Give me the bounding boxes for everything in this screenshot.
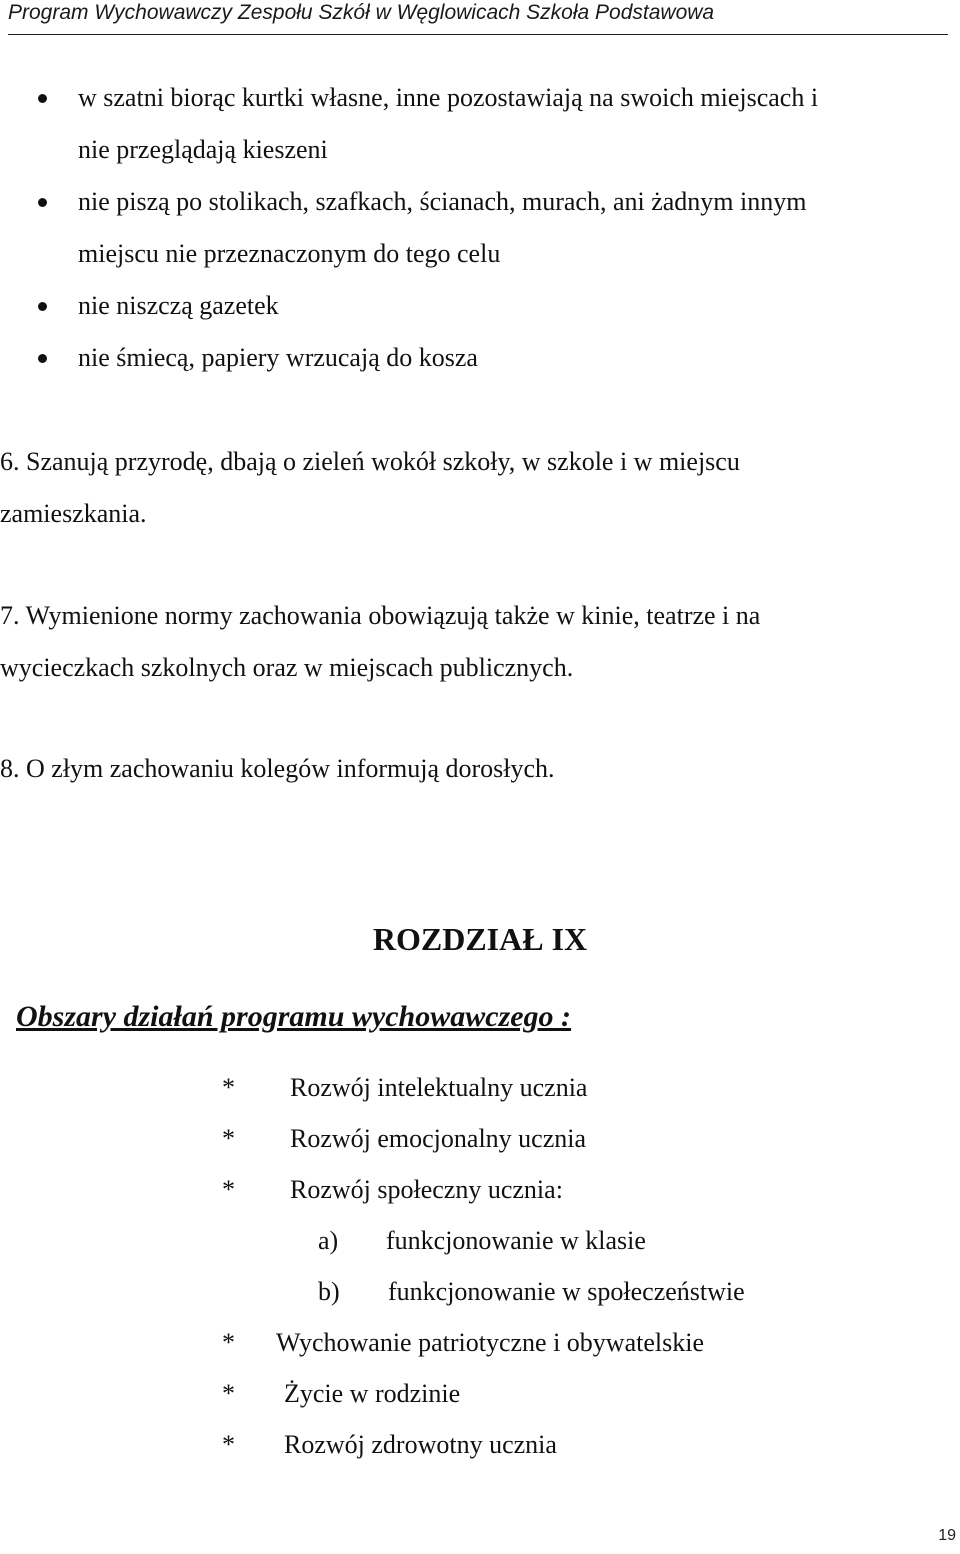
list-item — [0, 1062, 960, 1113]
header-title: Program Wychowawczy Zespołu Szkół w Węglowicach Szkoła Podstawowa — [8, 1, 715, 24]
page-number: 19 — [938, 1527, 956, 1544]
sub-item-letter: a) — [318, 1226, 339, 1255]
sub-item-label: funkcjonowanie w społeczeństwie — [388, 1277, 745, 1306]
area-label: Rozwój intelektualny ucznia — [290, 1073, 588, 1102]
point-line: 7. Wymienione normy zachowania obowiązują także w kinie, teatrze i na — [0, 601, 761, 630]
point-line: 8. O złym zachowaniu kolegów informują dorosłych. — [0, 754, 555, 783]
bullet-icon — [38, 198, 47, 207]
bullet-icon — [38, 94, 47, 103]
area-label: Życie w rodzinie — [284, 1379, 461, 1408]
area-label: Wychowanie patriotyczne i obywatelskie — [276, 1328, 704, 1357]
asterisk-icon: * — [222, 1124, 235, 1153]
asterisk-icon: * — [222, 1175, 235, 1204]
list-item-line: nie przeglądają kieszeni — [78, 135, 328, 164]
list-item — [0, 1317, 960, 1368]
list-item-line: w szatni biorąc kurtki własne, inne pozostawiają na swoich miejscach i — [78, 83, 819, 112]
list-item-line: nie niszczą gazetek — [78, 291, 279, 320]
list-item — [0, 1419, 960, 1470]
list-item — [0, 280, 938, 332]
list-item-line: miejscu nie przeznaczonym do tego celu — [78, 239, 501, 268]
list-item — [0, 1368, 960, 1419]
sub-item-letter: b) — [318, 1277, 340, 1306]
bullet-icon — [38, 354, 47, 363]
numbered-point-7 — [0, 590, 900, 694]
asterisk-icon: * — [222, 1379, 235, 1408]
bullet-icon — [38, 302, 47, 311]
asterisk-icon: * — [222, 1430, 235, 1459]
program-areas-list — [0, 1062, 960, 1470]
list-item-line: nie śmiecą, papiery wrzucają do kosza — [78, 343, 478, 372]
list-item — [0, 332, 938, 384]
list-item — [0, 1164, 960, 1215]
behavior-bullet-list — [0, 72, 960, 384]
sub-list-item — [0, 1215, 960, 1266]
sub-item-label: funkcjonowanie w klasie — [386, 1226, 646, 1255]
list-item — [0, 72, 938, 176]
sub-list-item — [0, 1266, 960, 1317]
area-label: Rozwój emocjonalny ucznia — [290, 1124, 587, 1153]
running-header — [8, 0, 948, 35]
list-item — [0, 176, 938, 280]
asterisk-icon: * — [222, 1073, 235, 1102]
area-label: Rozwój zdrowotny ucznia — [284, 1430, 557, 1459]
chapter-subtitle: Obszary działań programu wychowawczego : — [16, 1000, 572, 1033]
asterisk-icon: * — [222, 1328, 235, 1357]
chapter-title: ROZDZIAŁ IX — [372, 921, 588, 957]
point-line: 6. Szanują przyrodę, dbają o zieleń wokół szkoły, w szkole i w miejscu — [0, 447, 740, 476]
point-line: wycieczkach szkolnych oraz w miejscach publicznych. — [0, 653, 574, 682]
area-label: Rozwój społeczny ucznia: — [290, 1175, 563, 1204]
list-item-line: nie piszą po stolikach, szafkach, ścianach, murach, ani żadnym innym — [78, 187, 807, 216]
list-item — [0, 1113, 960, 1164]
numbered-point-8 — [0, 743, 900, 795]
numbered-point-6 — [0, 436, 900, 540]
point-line: zamieszkania. — [0, 499, 147, 528]
